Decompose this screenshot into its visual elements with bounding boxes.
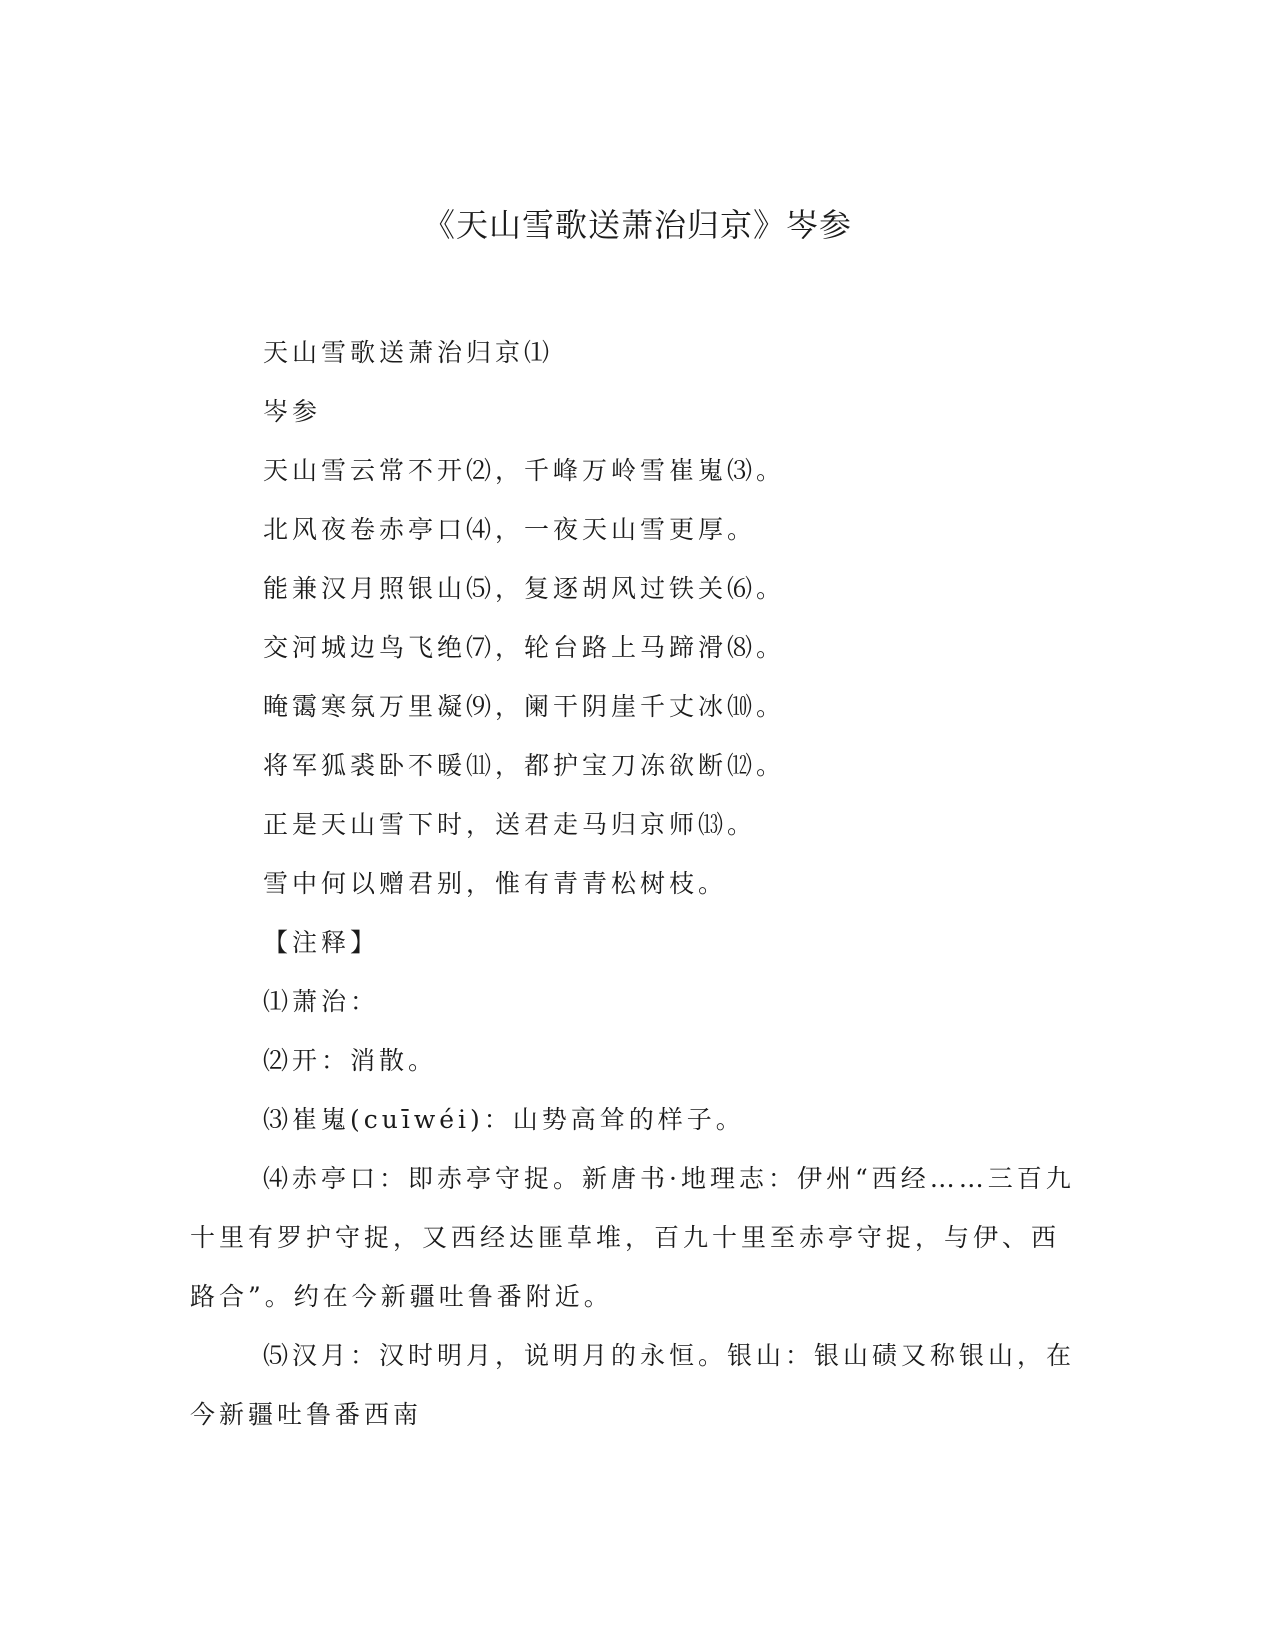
document-title: 《天山雪歌送萧治归京》岑参 — [422, 206, 852, 244]
poem-line: 雪中何以赠君别，惟有青青松树枝。 — [263, 869, 728, 898]
poem-line: 能兼汉月照银山⑸，复逐胡风过铁关⑹。 — [263, 574, 786, 603]
poem-line: 北风夜卷赤亭口⑷，一夜天山雪更厚。 — [263, 515, 757, 544]
note-1: ⑴萧治： — [263, 987, 380, 1016]
note-3: ⑶崔嵬(cuīwéi)：山势高耸的样子。 — [263, 1105, 745, 1134]
poem-line: 将军狐裘卧不暖⑾，都护宝刀冻欲断⑿。 — [263, 751, 786, 780]
note-5: ⑸汉月：汉时明月，说明月的永恒。银山：银山碛又称银山，在今新疆吐鲁番西南 — [190, 1341, 1076, 1429]
note-4: ⑷赤亭口：即赤亭守捉。新唐书·地理志：伊州“西经……三百九十里有罗护守捉，又西经达匪草堆，百九十里至赤亭守捉，与伊、西路合”。约在今新疆吐鲁番附近。 — [190, 1164, 1075, 1311]
document-body — [190, 323, 1080, 1444]
poem-line: 交河城边鸟飞绝⑺，轮台路上马蹄滑⑻。 — [263, 633, 786, 662]
poem-author: 岑参 — [263, 397, 322, 426]
poem-line: 正是天山雪下时，送君走马归京师⒀。 — [263, 810, 757, 839]
poem-title: 天山雪歌送萧治归京⑴ — [263, 338, 554, 367]
note-2: ⑵开：消散。 — [263, 1046, 438, 1075]
notes-heading: 【注释】 — [263, 928, 380, 957]
poem-line: 天山雪云常不开⑵，千峰万岭雪崔嵬⑶。 — [263, 456, 786, 485]
poem-line: 晻霭寒氛万里凝⑼，阑干阴崖千丈冰⑽。 — [263, 692, 786, 721]
